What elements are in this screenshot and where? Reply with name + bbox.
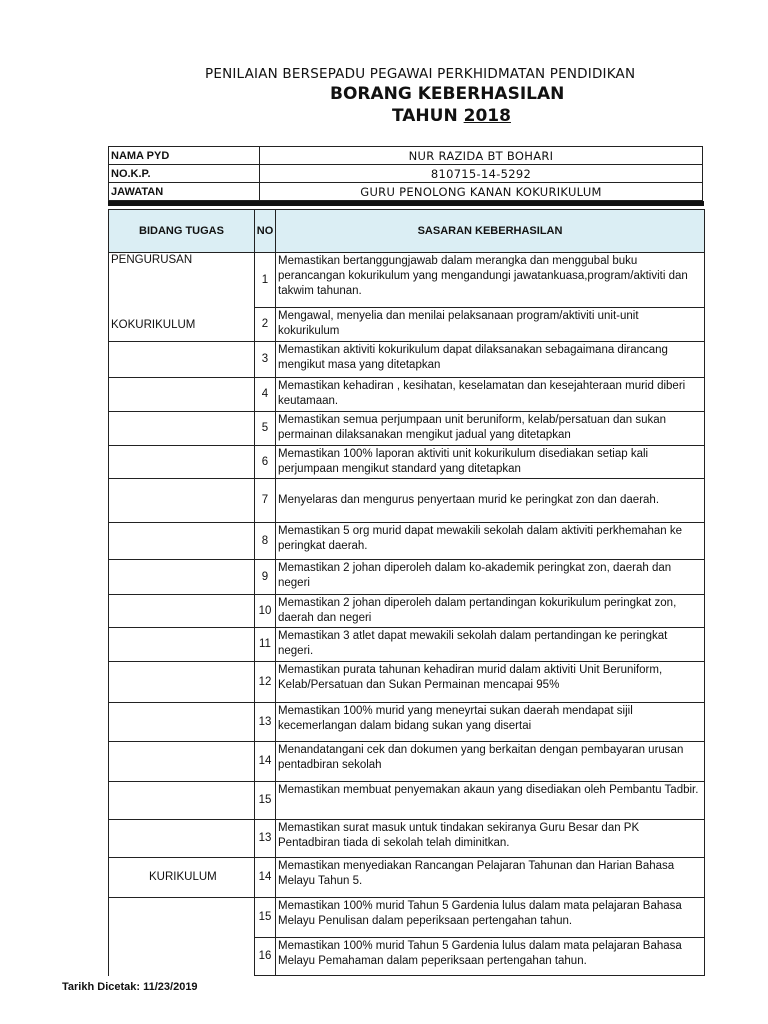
table-row xyxy=(109,662,705,703)
targets-table xyxy=(108,209,705,976)
row-number: 9 xyxy=(255,560,276,595)
target-text: Memastikan 2 johan diperoleh dalam ko-akademik peringkat zon, daerah dan negeri xyxy=(276,560,705,595)
info-value: 810715-14-5292 xyxy=(260,165,703,183)
row-number: 2 xyxy=(255,308,276,342)
bidang-cell xyxy=(109,378,255,412)
row-number: 15 xyxy=(255,898,276,938)
target-text: Memastikan aktiviti kokurikulum dapat dilaksanakan sebagaimana dirancang mengikut masa yang ditetapkan xyxy=(276,342,705,378)
row-number: 3 xyxy=(255,342,276,378)
table-row xyxy=(109,595,705,628)
target-text: Memastikan 100% murid Tahun 5 Gardenia lulus dalam mata pelajaran Bahasa Melayu Penulisan dalam peperiksaan pertengahan tahun. xyxy=(276,898,705,938)
row-number: 14 xyxy=(255,742,276,782)
header-no: NO xyxy=(255,210,276,253)
bidang-cell xyxy=(109,595,255,628)
bidang-cell xyxy=(109,446,255,479)
target-text: Memastikan 100% murid yang meneyrtai sukan daerah mendapat sijil kecemerlangan dalam bidang sukan yang disertai xyxy=(276,703,705,742)
info-value: GURU PENOLONG KANAN KOKURIKULUM xyxy=(260,183,703,201)
row-number: 14 xyxy=(255,858,276,898)
row-number: 15 xyxy=(255,782,276,820)
table-row xyxy=(109,938,705,976)
table-row xyxy=(109,253,705,308)
bidang-cell xyxy=(109,782,255,820)
table-row xyxy=(109,523,705,560)
target-text: Memastikan semua perjumpaan unit beruniform, kelab/persatuan dan sukan permainan dilaksanakan mengikut jadual yang ditetapkan xyxy=(276,412,705,446)
bidang-cell xyxy=(109,742,255,782)
row-number: 12 xyxy=(255,662,276,703)
info-row-name xyxy=(109,147,703,165)
table-row xyxy=(109,308,705,342)
info-label: NAMA PYD xyxy=(109,147,260,165)
target-text: Memastikan menyediakan Rancangan Pelajaran Tahunan dan Harian Bahasa Melayu Tahun 5. xyxy=(276,858,705,898)
info-table xyxy=(108,146,703,201)
table-row xyxy=(109,479,705,523)
table-row xyxy=(109,782,705,820)
table-row xyxy=(109,898,705,938)
target-text: Mengawal, menyelia dan menilai pelaksanaan program/aktiviti unit-unit kokurikulum xyxy=(276,308,705,342)
form-heading-line1: PENILAIAN BERSEPADU PEGAWAI PERKHIDMATAN PENDIDIKAN xyxy=(205,66,636,82)
row-number: 6 xyxy=(255,446,276,479)
info-value: NUR RAZIDA BT BOHARI xyxy=(260,147,703,165)
bidang-cell: KURIKULUM xyxy=(109,858,255,898)
bidang-cell xyxy=(109,523,255,560)
info-row-ic xyxy=(109,165,703,183)
target-text: Memastikan 100% murid Tahun 5 Gardenia lulus dalam mata pelajaran Bahasa Melayu Pemahaman dalam peperiksaan pertengahan tahun. xyxy=(276,938,705,976)
table-row xyxy=(109,560,705,595)
info-row-position xyxy=(109,183,703,201)
table-row xyxy=(109,628,705,662)
table-row xyxy=(109,820,705,858)
target-text: Memastikan membuat penyemakan akaun yang disediakan oleh Pembantu Tadbir. xyxy=(276,782,705,820)
table-row xyxy=(109,858,705,898)
row-number: 13 xyxy=(255,820,276,858)
target-text: Memastikan surat masuk untuk tindakan sekiranya Guru Besar dan PK Pentadbiran tiada di sekolah telah diminitkan. xyxy=(276,820,705,858)
row-number: 13 xyxy=(255,703,276,742)
bidang-cell xyxy=(109,662,255,703)
row-number: 8 xyxy=(255,523,276,560)
bidang-cell: PENGURUSAN xyxy=(109,253,255,308)
bidang-cell xyxy=(109,898,255,938)
table-row xyxy=(109,446,705,479)
row-number: 4 xyxy=(255,378,276,412)
target-text: Memastikan purata tahunan kehadiran murid dalam aktiviti Unit Beruniform, Kelab/Persatuan dan Sukan Permainan mencapai 95% xyxy=(276,662,705,703)
header-bidang: BIDANG TUGAS xyxy=(109,210,255,253)
row-number: 7 xyxy=(255,479,276,523)
target-text: Memastikan 5 org murid dapat mewakili sekolah dalam aktiviti perkhemahan ke peringkat daerah. xyxy=(276,523,705,560)
table-row xyxy=(109,412,705,446)
divider xyxy=(108,201,704,206)
print-date: Tarikh Dicetak: 11/23/2019 xyxy=(62,981,198,993)
row-number: 1 xyxy=(255,253,276,308)
bidang-cell xyxy=(109,938,255,976)
form-title: BORANG KEBERHASILAN xyxy=(330,84,565,104)
target-text: Menandatangani cek dan dokumen yang berkaitan dengan pembayaran urusan pentadbiran sekolah xyxy=(276,742,705,782)
row-number: 16 xyxy=(255,938,276,976)
row-number: 11 xyxy=(255,628,276,662)
target-text: Memastikan bertanggungjawab dalam merangka dan menggubal buku perancangan kokurikulum yang mengandungi jawatankuasa,program/aktiviti dan takwim tahunan. xyxy=(276,253,705,308)
target-text: Menyelaras dan mengurus penyertaan murid ke peringkat zon dan daerah. xyxy=(276,479,705,523)
target-text: Memastikan kehadiran , kesihatan, keselamatan dan kesejahteraan murid diberi keutamaan. xyxy=(276,378,705,412)
target-text: Memastikan 2 johan diperoleh dalam pertandingan kokurikulum peringkat zon, daerah dan negeri xyxy=(276,595,705,628)
row-number: 10 xyxy=(255,595,276,628)
year-prefix: TAHUN xyxy=(392,106,464,126)
target-text: Memastikan 100% laporan aktiviti unit kokurikulum disediakan setiap kali perjumpaan mengikut standard yang ditetapkan xyxy=(276,446,705,479)
table-row xyxy=(109,342,705,378)
info-label: NO.K.P. xyxy=(109,165,260,183)
table-row xyxy=(109,378,705,412)
row-number: 5 xyxy=(255,412,276,446)
table-row xyxy=(109,703,705,742)
info-label: JAWATAN xyxy=(109,183,260,201)
bidang-cell xyxy=(109,628,255,662)
bidang-cell xyxy=(109,820,255,858)
bidang-cell: KOKURIKULUM xyxy=(109,308,255,342)
table-row xyxy=(109,742,705,782)
bidang-cell xyxy=(109,560,255,595)
bidang-cell xyxy=(109,479,255,523)
table-header-row xyxy=(109,210,705,253)
form-year xyxy=(392,106,552,126)
header-sasaran: SASARAN KEBERHASILAN xyxy=(276,210,705,253)
bidang-cell xyxy=(109,703,255,742)
target-text: Memastikan 3 atlet dapat mewakili sekolah dalam pertandingan ke peringkat negeri. xyxy=(276,628,705,662)
bidang-cell xyxy=(109,342,255,378)
year-value: 2018 xyxy=(463,106,511,126)
bidang-cell xyxy=(109,412,255,446)
